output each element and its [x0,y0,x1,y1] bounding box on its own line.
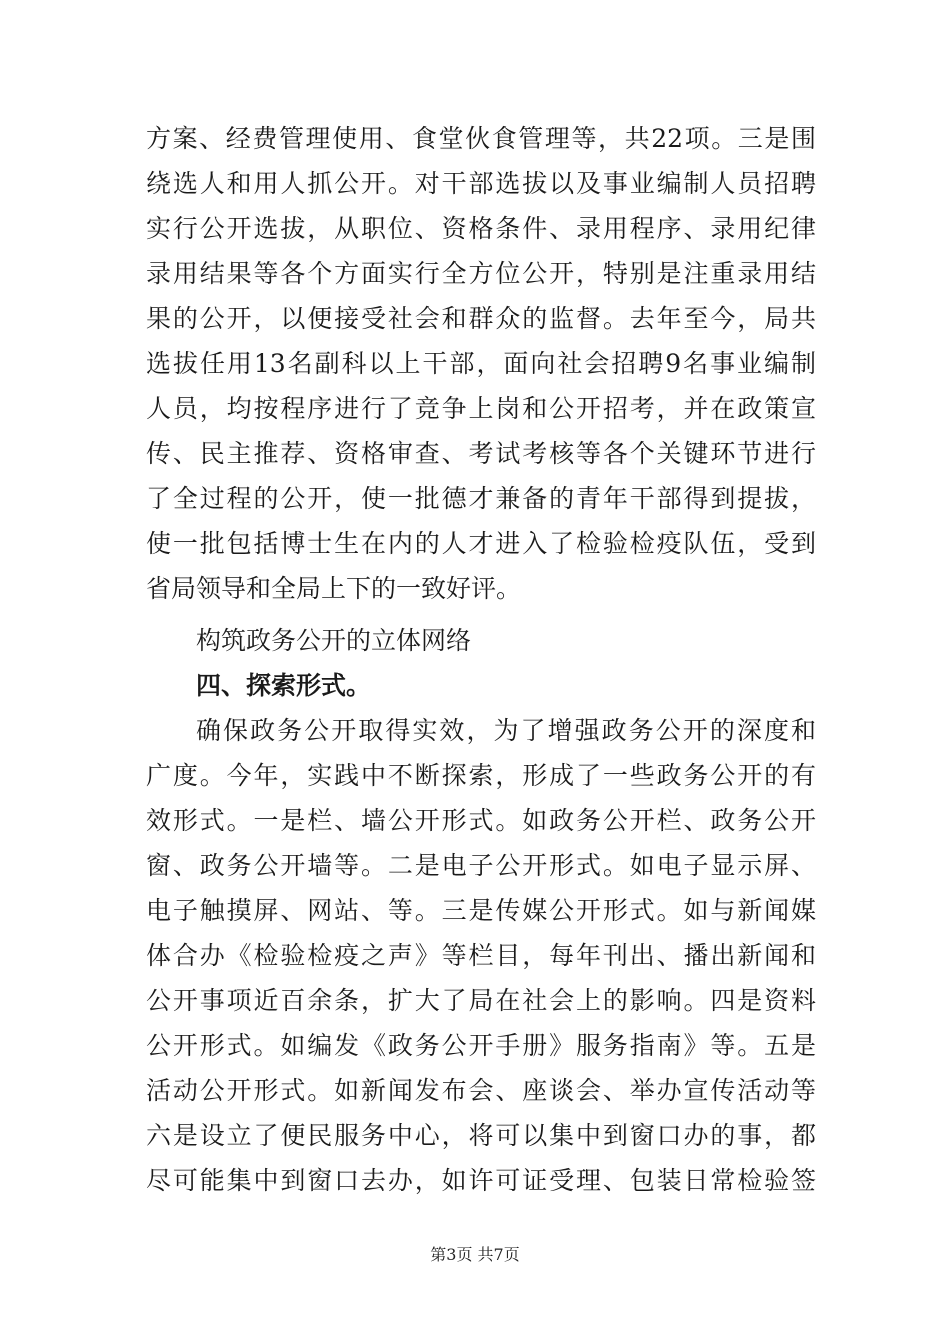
text-line: 广度。今年，实践中不断探索，形成了一些政务公开的有 [146,761,816,790]
text-line: 电子触摸屏、网站、等。三是传媒公开形式。如与新闻媒 [146,896,816,925]
page-footer: 第3页 共7页 [430,1245,520,1264]
text-line: 体合办《检验检疫之声》等栏目，每年刊出、播出新闻和 [146,941,816,970]
section-heading: 四、探索形式。 [196,671,372,700]
text-line: 人员，均按程序进行了竞争上岗和公开招考，并在政策宣 [146,394,816,423]
subtitle: 构筑政务公开的立体网络 [196,626,472,655]
text-line: 尽可能集中到窗口去办，如许可证受理、包装日常检验签 [146,1166,816,1195]
text-line: 公开形式。如编发《政务公开手册》服务指南》等。五是 [146,1031,816,1060]
text-line: 了全过程的公开，使一批德才兼备的青年干部得到提拔， [146,484,816,513]
text-line: 录用结果等各个方面实行全方位公开，特别是注重录用结 [146,259,816,288]
text-line: 省局领导和全局上下的一致好评。 [146,574,522,603]
text-line: 效形式。一是栏、墙公开形式。如政务公开栏、政务公开 [146,806,816,835]
text-line: 传、民主推荐、资格审查、考试考核等各个关键环节进行 [146,439,816,468]
text-line: 方案、经费管理使用、食堂伙食管理等，共22项。三是围 [146,124,816,153]
text-line: 确保政务公开取得实效，为了增强政务公开的深度和 [196,716,816,745]
text-line: 窗、政务公开墙等。二是电子公开形式。如电子显示屏、 [146,851,816,880]
text-line: 活动公开形式。如新闻发布会、座谈会、举办宣传活动等 [146,1076,816,1105]
text-line: 使一批包括博士生在内的人才进入了检验检疫队伍，受到 [146,529,816,558]
text-line: 实行公开选拔，从职位、资格条件、录用程序、录用纪律 [146,214,816,243]
text-line: 选拔任用13名副科以上干部，面向社会招聘9名事业编制 [146,349,816,378]
text-line: 果的公开，以便接受社会和群众的监督。去年至今，局共 [146,304,816,333]
text-line: 绕选人和用人抓公开。对干部选拔以及事业编制人员招聘 [146,169,816,198]
text-line: 六是设立了便民服务中心，将可以集中到窗口办的事，都 [146,1121,816,1150]
text-line: 公开事项近百余条，扩大了局在社会上的影响。四是资料 [146,986,816,1015]
